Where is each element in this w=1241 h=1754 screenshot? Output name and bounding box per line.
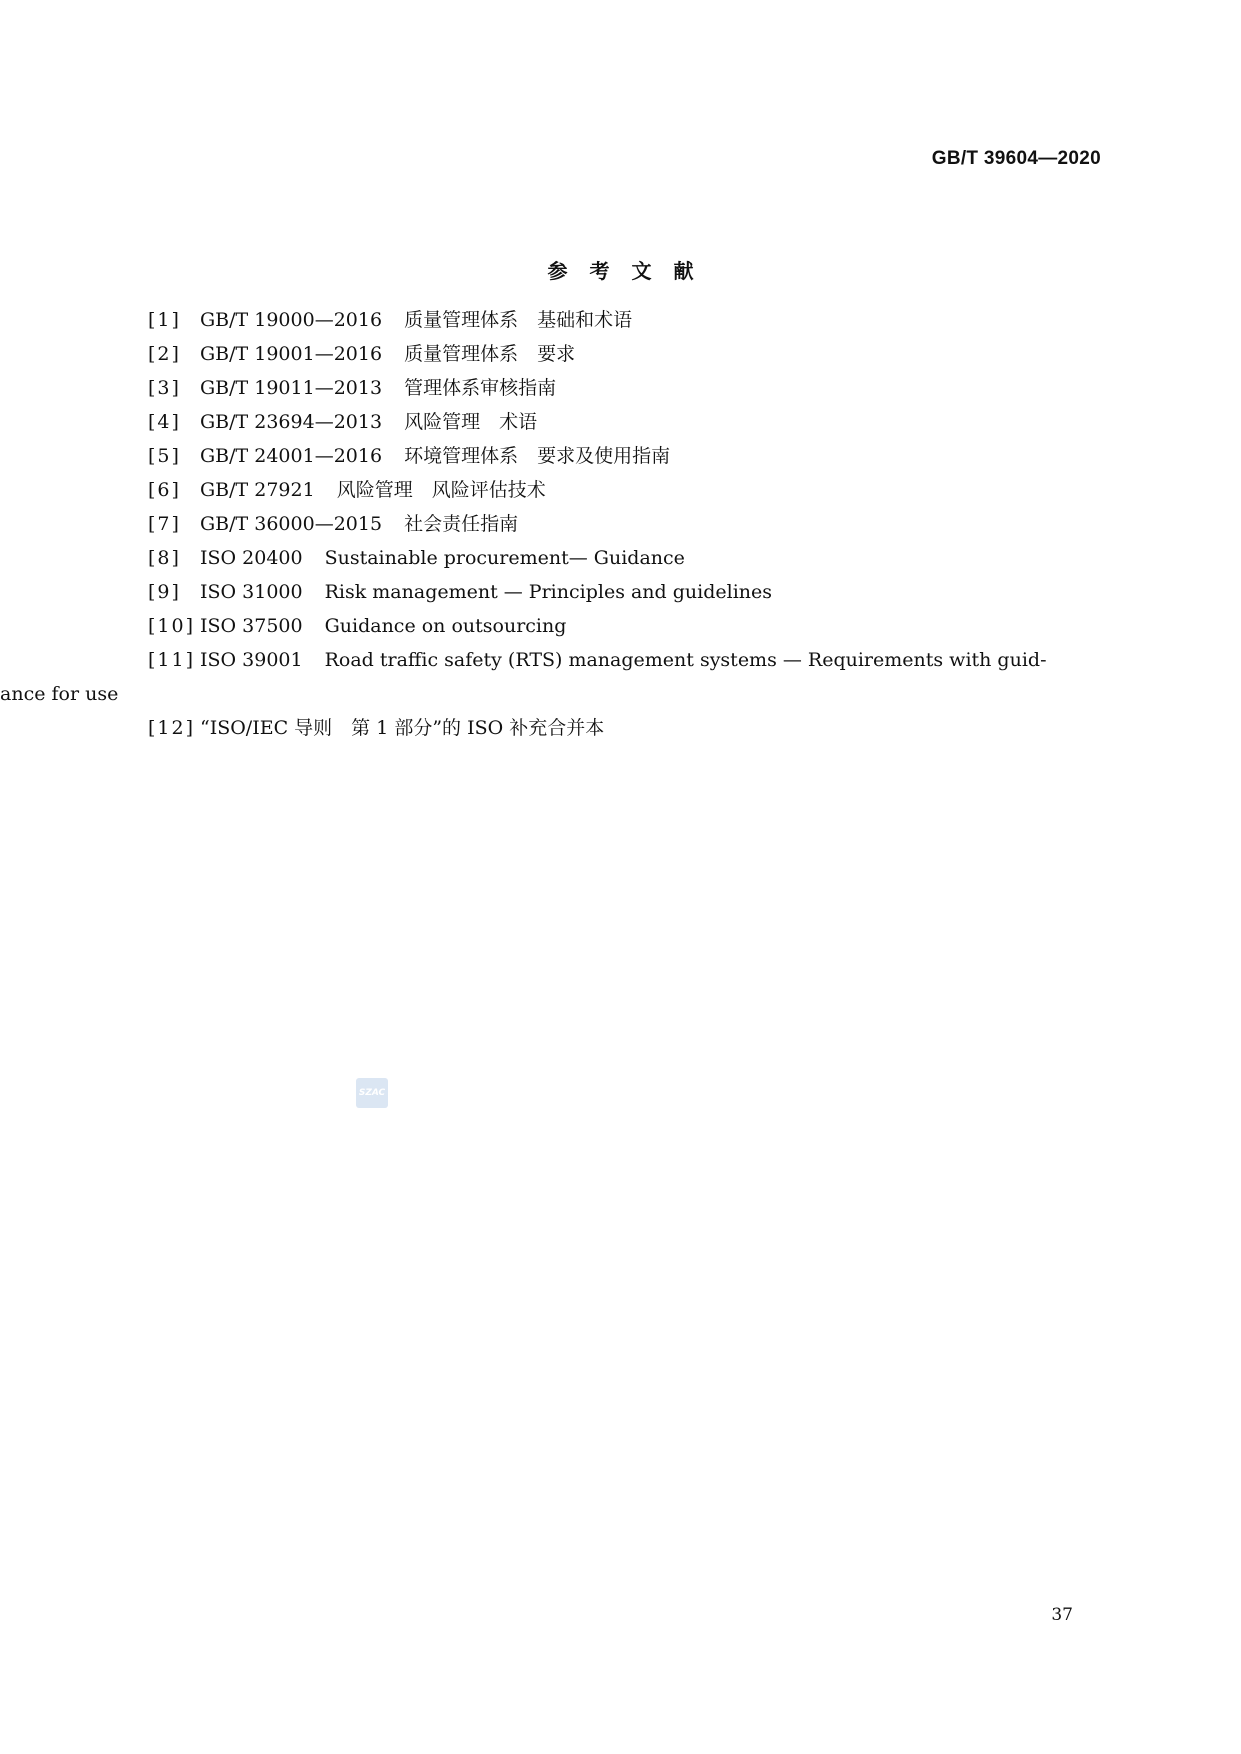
reference-code: GB/T 19011—2013 [200, 377, 383, 399]
reference-item [148, 371, 1108, 405]
reference-number: [3] [148, 377, 181, 399]
reference-continuation: ance for use [0, 683, 119, 705]
reference-title: Guidance on outsourcing [324, 615, 567, 637]
reference-item [148, 439, 1108, 473]
reference-title: Risk management — Principles and guidelines [324, 581, 773, 603]
reference-number: [12] [148, 717, 196, 739]
reference-item [148, 609, 1108, 643]
reference-number: [10] [148, 615, 196, 637]
reference-title: 风险管理 术语 [404, 411, 538, 433]
reference-title: “ISO/IEC 导则 第 1 部分”的 ISO 补充合并本 [200, 717, 605, 739]
reference-item [148, 473, 1108, 507]
reference-number: [1] [148, 309, 181, 331]
reference-code: GB/T 24001—2016 [200, 445, 383, 467]
watermark-text: SZAC [358, 1088, 386, 1098]
reference-code: GB/T 27921 [200, 479, 315, 501]
standard-number: GB/T 39604—2020 [931, 148, 1101, 169]
page-number: 37 [1051, 1605, 1073, 1625]
section-title: 参考文献 [547, 259, 716, 283]
reference-title: 管理体系审核指南 [404, 377, 557, 399]
reference-number: [6] [148, 479, 181, 501]
reference-code: GB/T 36000—2015 [200, 513, 383, 535]
reference-item [148, 507, 1108, 541]
reference-code: GB/T 19000—2016 [200, 309, 383, 331]
reference-item [148, 405, 1108, 439]
reference-code: ISO 37500 [200, 615, 303, 637]
reference-title: 质量管理体系 要求 [404, 343, 576, 365]
reference-number: [8] [148, 547, 181, 569]
reference-code: ISO 20400 [200, 547, 303, 569]
watermark-logo [356, 1078, 388, 1108]
reference-number: [4] [148, 411, 181, 433]
reference-number: [5] [148, 445, 181, 467]
reference-code: ISO 31000 [200, 581, 303, 603]
reference-title: Sustainable procurement— Guidance [324, 547, 685, 569]
reference-item [148, 303, 1108, 337]
reference-item [148, 643, 1108, 677]
reference-number: [11] [148, 649, 196, 671]
reference-number: [9] [148, 581, 181, 603]
reference-item [148, 575, 1108, 609]
reference-code: GB/T 23694—2013 [200, 411, 383, 433]
reference-title: 环境管理体系 要求及使用指南 [404, 445, 671, 467]
reference-code: GB/T 19001—2016 [200, 343, 383, 365]
reference-item [148, 337, 1108, 371]
reference-item [148, 711, 1108, 745]
reference-code: ISO 39001 [200, 649, 303, 671]
reference-item [148, 541, 1108, 575]
reference-title: Road traffic safety (RTS) management systems — Requirements with guid- [324, 649, 1047, 671]
reference-number: [2] [148, 343, 181, 365]
reference-number: [7] [148, 513, 181, 535]
reference-title: 质量管理体系 基础和术语 [404, 309, 633, 331]
reference-title: 社会责任指南 [404, 513, 519, 535]
reference-title: 风险管理 风险评估技术 [336, 479, 546, 501]
reference-list [0, 303, 1108, 745]
